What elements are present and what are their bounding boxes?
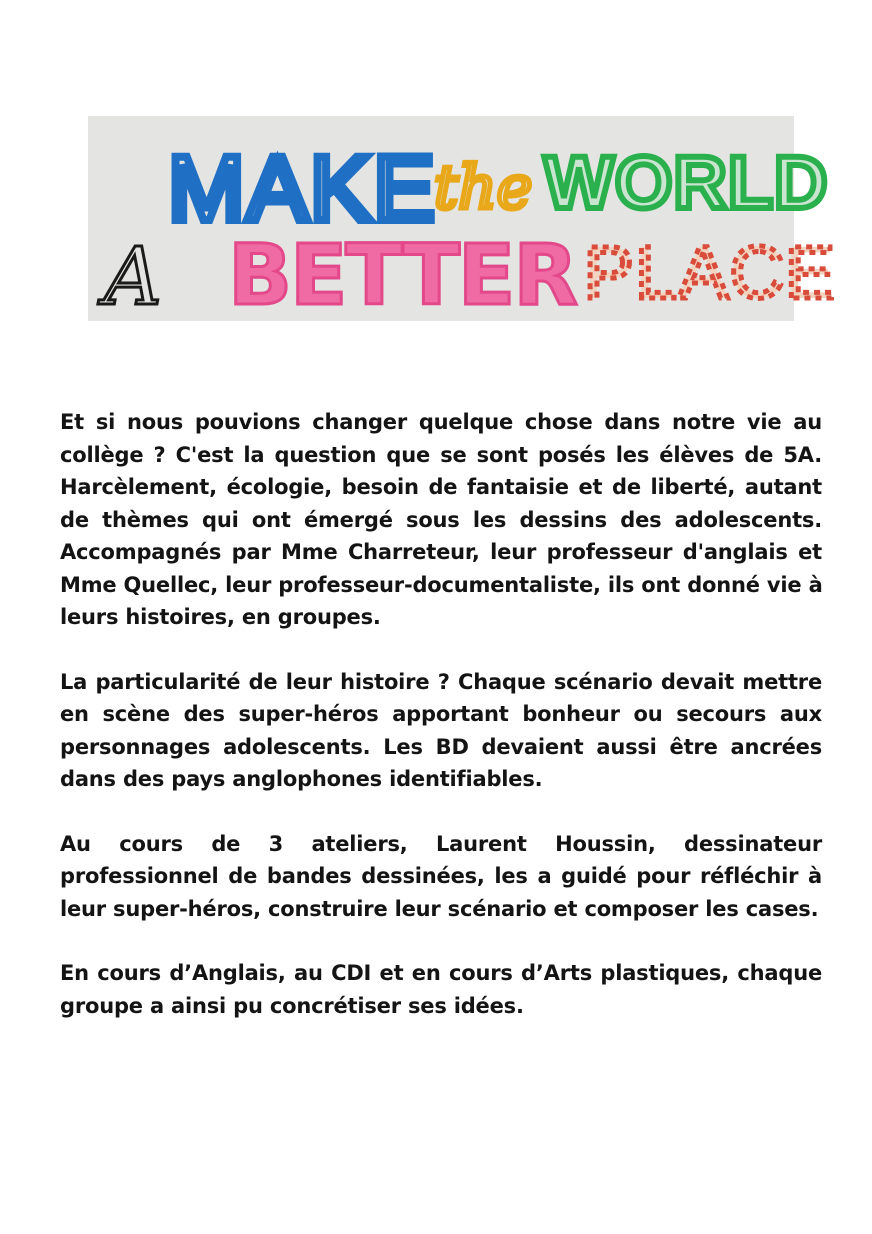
banner-word-make: MAKE: [168, 138, 437, 240]
paragraph-line: professionnel de bandes dessinées, les a guidé pour réfléchir à: [60, 864, 822, 888]
paragraph-line: groupe a ainsi pu concrétiser ses idées.: [60, 993, 524, 1018]
paragraph-line: La particularité de leur histoire ? Chaque scénario devait mettre: [60, 669, 822, 694]
paragraph-line: Mme Quellec, leur professeur-documentaliste, ils ont donné vie à: [60, 572, 823, 597]
header-banner-image: [88, 116, 837, 324]
paragraph-line: Accompagnés par Mme Charreteur, leur professeur d'anglais et: [60, 540, 822, 564]
article-paragraph: [60, 666, 822, 796]
paragraph-line: leurs histoires, en groupes.: [60, 605, 381, 629]
article-paragraph: [60, 957, 822, 1022]
paragraph-line: leur super-héros, construire leur scénario et composer les cases.: [60, 896, 819, 921]
paragraph-line: Au cours de 3 ateliers, Laurent Houssin, dessinateur: [60, 831, 822, 856]
paragraph-line: Harcèlement, écologie, besoin de fantaisie et de liberté, autant: [60, 475, 822, 499]
banner-word-a: A: [104, 230, 162, 323]
paragraph-line: dans des pays anglophones identifiables.: [60, 767, 543, 791]
paragraph-line: personnages adolescents. Les BD devaient aussi être ancrées: [60, 734, 822, 759]
paragraph-line: En cours d’Anglais, au CDI et en cours d’Arts plastiques, chaque: [60, 961, 822, 985]
banner-word-the: the: [434, 153, 533, 223]
article-paragraph: [60, 406, 822, 634]
banner-word-world: WORLD: [544, 141, 829, 224]
article-paragraph: [60, 828, 822, 926]
paragraph-line: collège ? C'est la question que se sont posés les élèves de 5A.: [60, 442, 822, 467]
banner-word-better: BETTER: [228, 226, 576, 324]
article-body: [60, 406, 822, 1054]
paragraph-line: de thèmes qui ont émergé sous les dessins des adolescents.: [60, 507, 822, 532]
paragraph-line: en scène des super-héros apportant bonheur ou secours aux: [60, 702, 822, 726]
paragraph-line: Et si nous pouvions changer quelque chose dans notre vie au: [60, 410, 822, 434]
banner-word-place: PLACE: [584, 231, 837, 314]
banner-artwork: [88, 116, 837, 324]
